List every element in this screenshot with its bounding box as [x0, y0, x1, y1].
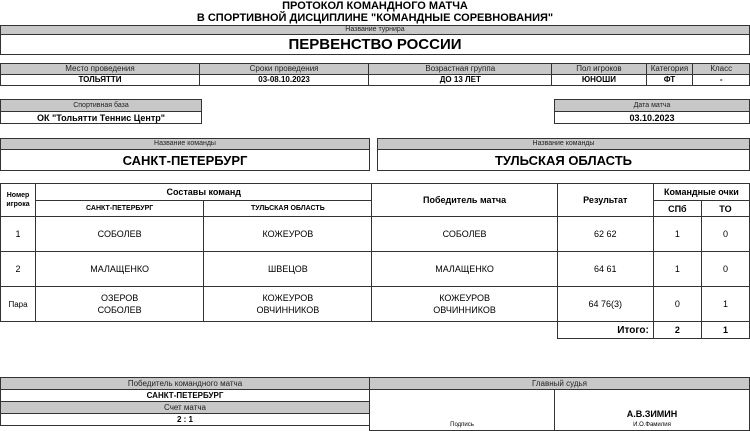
row-team1-pair [36, 287, 204, 322]
team-winner-value: САНКТ-ПЕТЕРБУРГ [1, 390, 370, 402]
dates-label: Сроки проведения [199, 64, 368, 75]
row-points-team1: 1 [653, 252, 701, 287]
team2-box [377, 138, 750, 171]
venue-value: ТОЛЬЯТТИ [1, 75, 200, 86]
category-value: ФТ [646, 75, 693, 86]
gender-value: ЮНОШИ [552, 75, 646, 86]
row-team2-pair [204, 287, 372, 322]
row-winner: МАЛАЩЕНКО [372, 252, 557, 287]
sports-base-box [0, 99, 202, 124]
col-team1-lineup: САНКТ-ПЕТЕРБУРГ [36, 201, 204, 217]
row-team1-player-a: ОЗЕРОВ [101, 293, 139, 303]
match-score-label: Счет матча [1, 402, 370, 414]
col-points-team2: ТО [701, 201, 749, 217]
team1-name: САНКТ-ПЕТЕРБУРГ [122, 153, 248, 168]
col-player-number: Номер игрока [1, 184, 36, 217]
match-score-value: 2 : 1 [1, 414, 370, 426]
chief-referee-table [369, 377, 750, 431]
signature-field [370, 390, 555, 431]
row-team2-player-a: КОЖЕУРОВ [262, 293, 314, 303]
age-label: Возрастная группа [369, 64, 552, 75]
sports-base-label: Спортивная база [1, 100, 201, 112]
name-format-label: И.О.Фамилия [633, 422, 671, 428]
row-team2-player: ШВЕЦОВ [204, 252, 372, 287]
match-date-label: Дата матча [555, 100, 749, 112]
col-match-winner: Победитель матча [372, 184, 557, 217]
signature-label: Подпись [450, 422, 474, 428]
match-date-value: 03.10.2023 [629, 113, 675, 123]
row-points-team1: 0 [653, 287, 701, 322]
team2-label: Название команды [378, 139, 749, 150]
row-winner-b: ОВЧИННИКОВ [433, 305, 496, 315]
venue-label: Место проведения [1, 64, 200, 75]
col-team-points: Командные очки [653, 184, 749, 201]
protocol-title-line2: В СПОРТИВНОЙ ДИСЦИПЛИНЕ "КОМАНДНЫЕ СОРЕВНОВАНИЯ" [196, 12, 554, 24]
row-team1-player-b: СОБОЛЕВ [97, 305, 142, 315]
col-lineups: Составы команд [36, 184, 372, 201]
row-points-team2: 1 [701, 287, 749, 322]
row-number: 1 [1, 217, 36, 252]
row-result: 64 76(3) [557, 287, 653, 322]
chief-referee-label: Главный судья [370, 378, 750, 390]
protocol-title-line1: ПРОТОКОЛ КОМАНДНОГО МАТЧА [282, 0, 468, 12]
col-team2-lineup: ТУЛЬСКАЯ ОБЛАСТЬ [204, 201, 372, 217]
referee-name: А.В.ЗИМИН [626, 409, 678, 419]
team2-name: ТУЛЬСКАЯ ОБЛАСТЬ [494, 153, 632, 168]
tournament-box [0, 25, 750, 55]
tournament-name: ПЕРВЕНСТВО РОССИИ [288, 36, 462, 53]
table-row [1, 252, 750, 287]
category-label: Категория [646, 64, 693, 75]
row-team2-player-b: ОВЧИННИКОВ [256, 305, 320, 315]
referee-name-field [555, 390, 750, 431]
total-label: Итого: [557, 322, 653, 339]
class-label: Класс [693, 64, 750, 75]
row-winner: СОБОЛЕВ [372, 217, 557, 252]
row-points-team2: 0 [701, 252, 749, 287]
total-row [1, 322, 750, 339]
row-number: Пара [1, 287, 36, 322]
row-team1-player: МАЛАЩЕНКО [36, 252, 204, 287]
row-number: 2 [1, 252, 36, 287]
results-table [0, 183, 750, 339]
row-team2-player: КОЖЕУРОВ [204, 217, 372, 252]
row-result: 64 61 [557, 252, 653, 287]
sports-base-value: ОК "Тольятти Теннис Центр" [36, 113, 166, 123]
tournament-label: Название турнира [1, 26, 749, 35]
class-value: - [693, 75, 750, 86]
event-info-table [0, 63, 750, 86]
col-result: Результат [557, 184, 653, 217]
team1-box [0, 138, 370, 171]
table-row [1, 287, 750, 322]
row-winner-pair [372, 287, 557, 322]
row-winner-a: КОЖЕУРОВ [439, 293, 490, 303]
gender-label: Пол игроков [552, 64, 646, 75]
team-winner-label: Победитель командного матча [1, 378, 370, 390]
team-winner-table [0, 377, 370, 426]
team1-label: Название команды [1, 139, 369, 150]
row-points-team2: 0 [701, 217, 749, 252]
row-result: 62 62 [557, 217, 653, 252]
row-team1-player: СОБОЛЕВ [36, 217, 204, 252]
row-points-team1: 1 [653, 217, 701, 252]
table-row [1, 217, 750, 252]
col-points-team1: СПб [653, 201, 701, 217]
total-team1: 2 [653, 322, 701, 339]
age-value: ДО 13 ЛЕТ [369, 75, 552, 86]
total-team2: 1 [701, 322, 749, 339]
match-date-box [554, 99, 750, 124]
dates-value: 03-08.10.2023 [199, 75, 368, 86]
